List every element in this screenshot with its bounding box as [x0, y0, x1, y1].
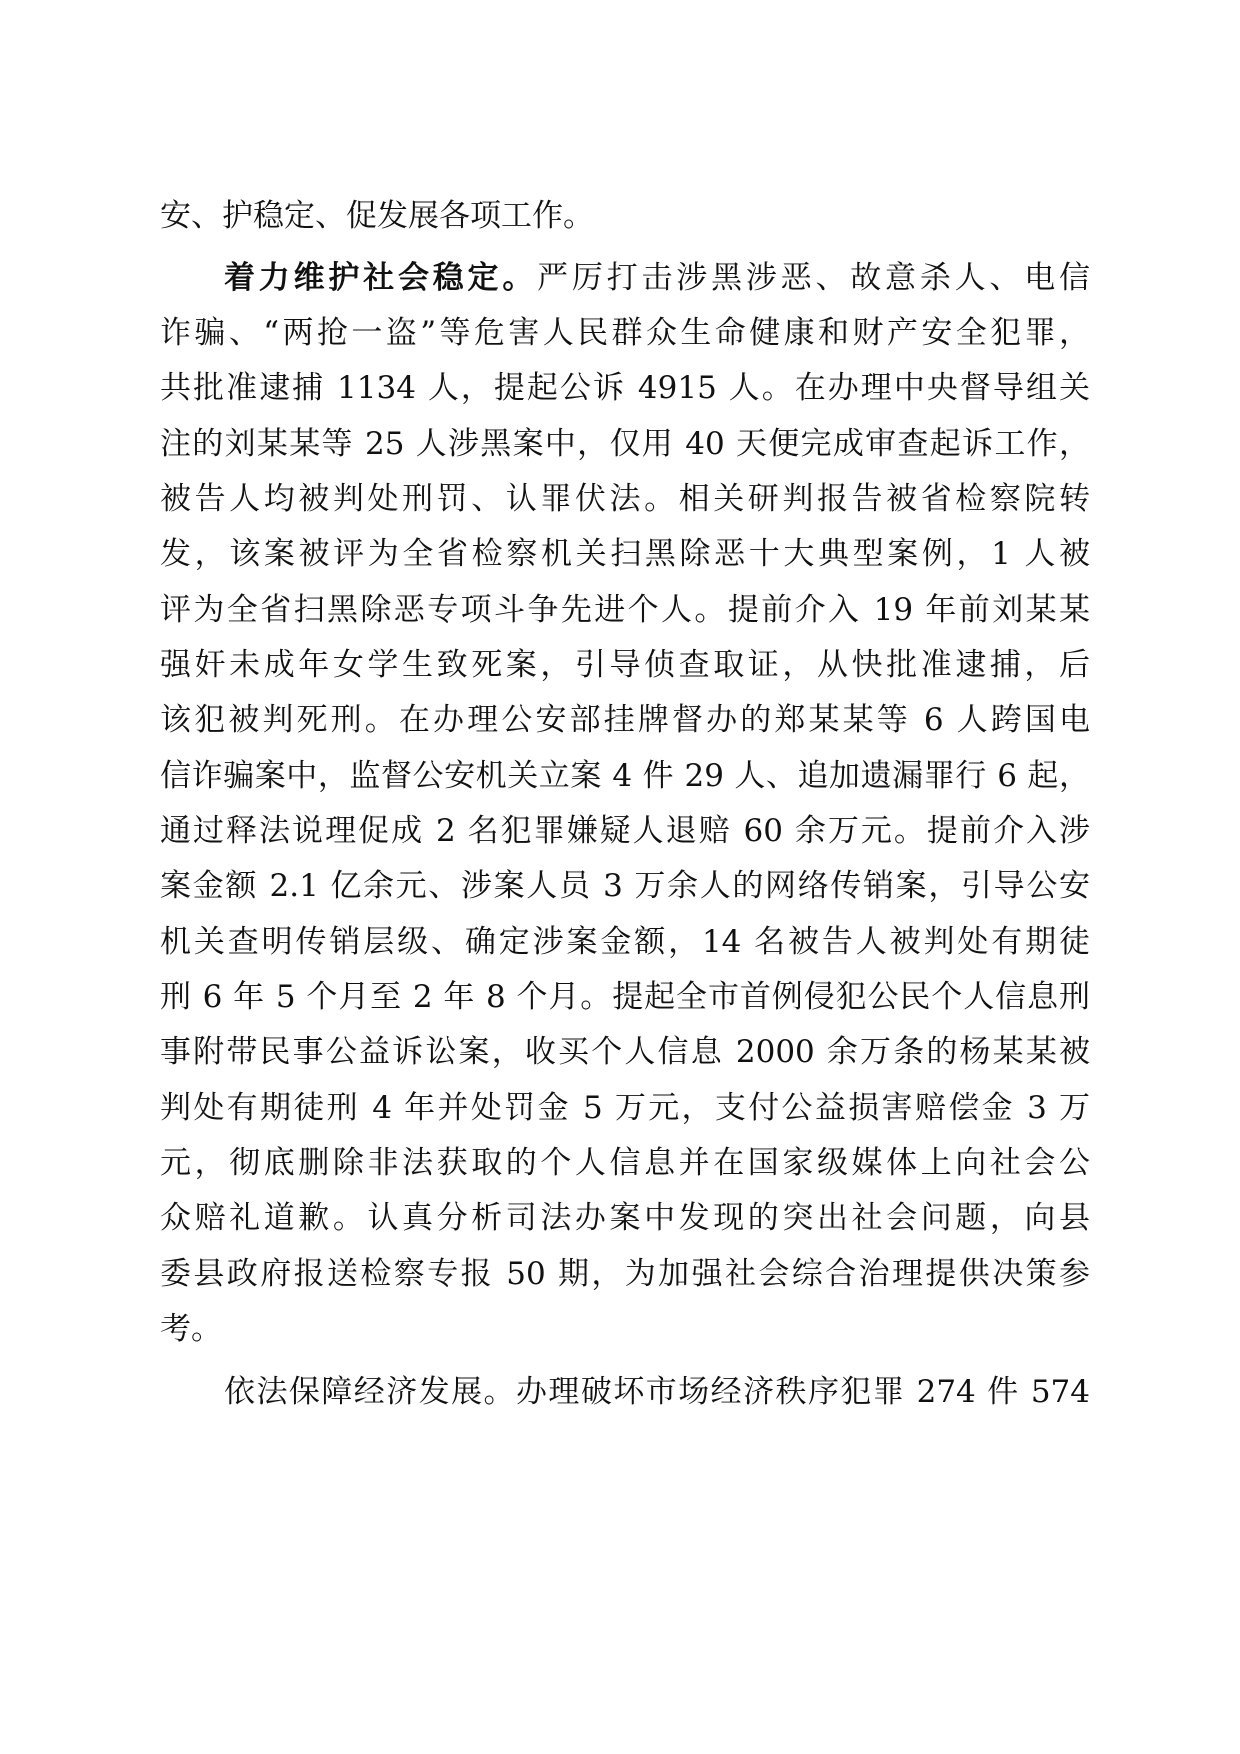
text-line: 刑 6 年 5 个月至 2 年 8 个月。提起全市首例侵犯公民个人信息刑: [160, 979, 1090, 1015]
text-line: 评为全省扫黑除恶专项斗争先进个人。提前介入 19 年前刘某某: [160, 592, 1090, 628]
text-line: 被告人均被判处刑罚、认罪伏法。相关研判报告被省检察院转: [160, 481, 1090, 517]
text-line: 事附带民事公益诉讼案，收买个人信息 2000 余万条的杨某某被: [160, 1034, 1090, 1070]
paragraph-heading: 着力维护社会稳定。: [224, 260, 538, 296]
text-line: 注的刘某某等 25 人涉黑案中，仅用 40 天便完成审查起诉工作，: [160, 426, 1090, 462]
text-line: 元，彻底删除非法获取的个人信息并在国家级媒体上向社会公: [160, 1145, 1090, 1181]
text-line: 考。: [160, 1311, 222, 1347]
text-line: 强奸未成年女学生致死案，引导侦查取证，从快批准逮捕，后: [160, 647, 1090, 683]
text-line: 共批准逮捕 1134 人，提起公诉 4915 人。在办理中央督导组关: [160, 370, 1090, 406]
text-line: 案金额 2.1 亿余元、涉案人员 3 万余人的网络传销案，引导公安: [160, 868, 1090, 904]
text-line: 发，该案被评为全省检察机关扫黑除恶十大典型案例，1 人被: [160, 536, 1090, 572]
text-line: 安、护稳定、促发展各项工作。: [160, 198, 594, 234]
text-line: 通过释法说理促成 2 名犯罪嫌疑人退赔 60 余万元。提前介入涉: [160, 813, 1090, 849]
text-run: 严厉打击涉黑涉恶、故意杀人、电信: [537, 260, 1090, 296]
text-line: 判处有期徒刑 4 年并处罚金 5 万元，支付公益损害赔偿金 3 万: [160, 1090, 1090, 1126]
text-line: 该犯被判死刑。在办理公安部挂牌督办的郑某某等 6 人跨国电: [160, 702, 1090, 738]
text-line: 委县政府报送检察专报 50 期，为加强社会综合治理提供决策参: [160, 1256, 1090, 1292]
text-line: 众赔礼道歉。认真分析司法办案中发现的突出社会问题，向县: [160, 1200, 1090, 1236]
paragraph-heading-line: 依法保障经济发展。办理破坏市场经济秩序犯罪 274 件 574: [224, 1374, 1090, 1410]
paragraph-heading-line: [224, 248, 1090, 308]
text-line: 诈骗、“两抢一盗”等危害人民群众生命健康和财产安全犯罪，: [160, 315, 1090, 351]
text-line: 信诈骗案中，监督公安机关立案 4 件 29 人、追加遗漏罪行 6 起，: [160, 758, 1090, 794]
text-line: 机关查明传销层级、确定涉案金额，14 名被告人被判处有期徒: [160, 924, 1090, 960]
